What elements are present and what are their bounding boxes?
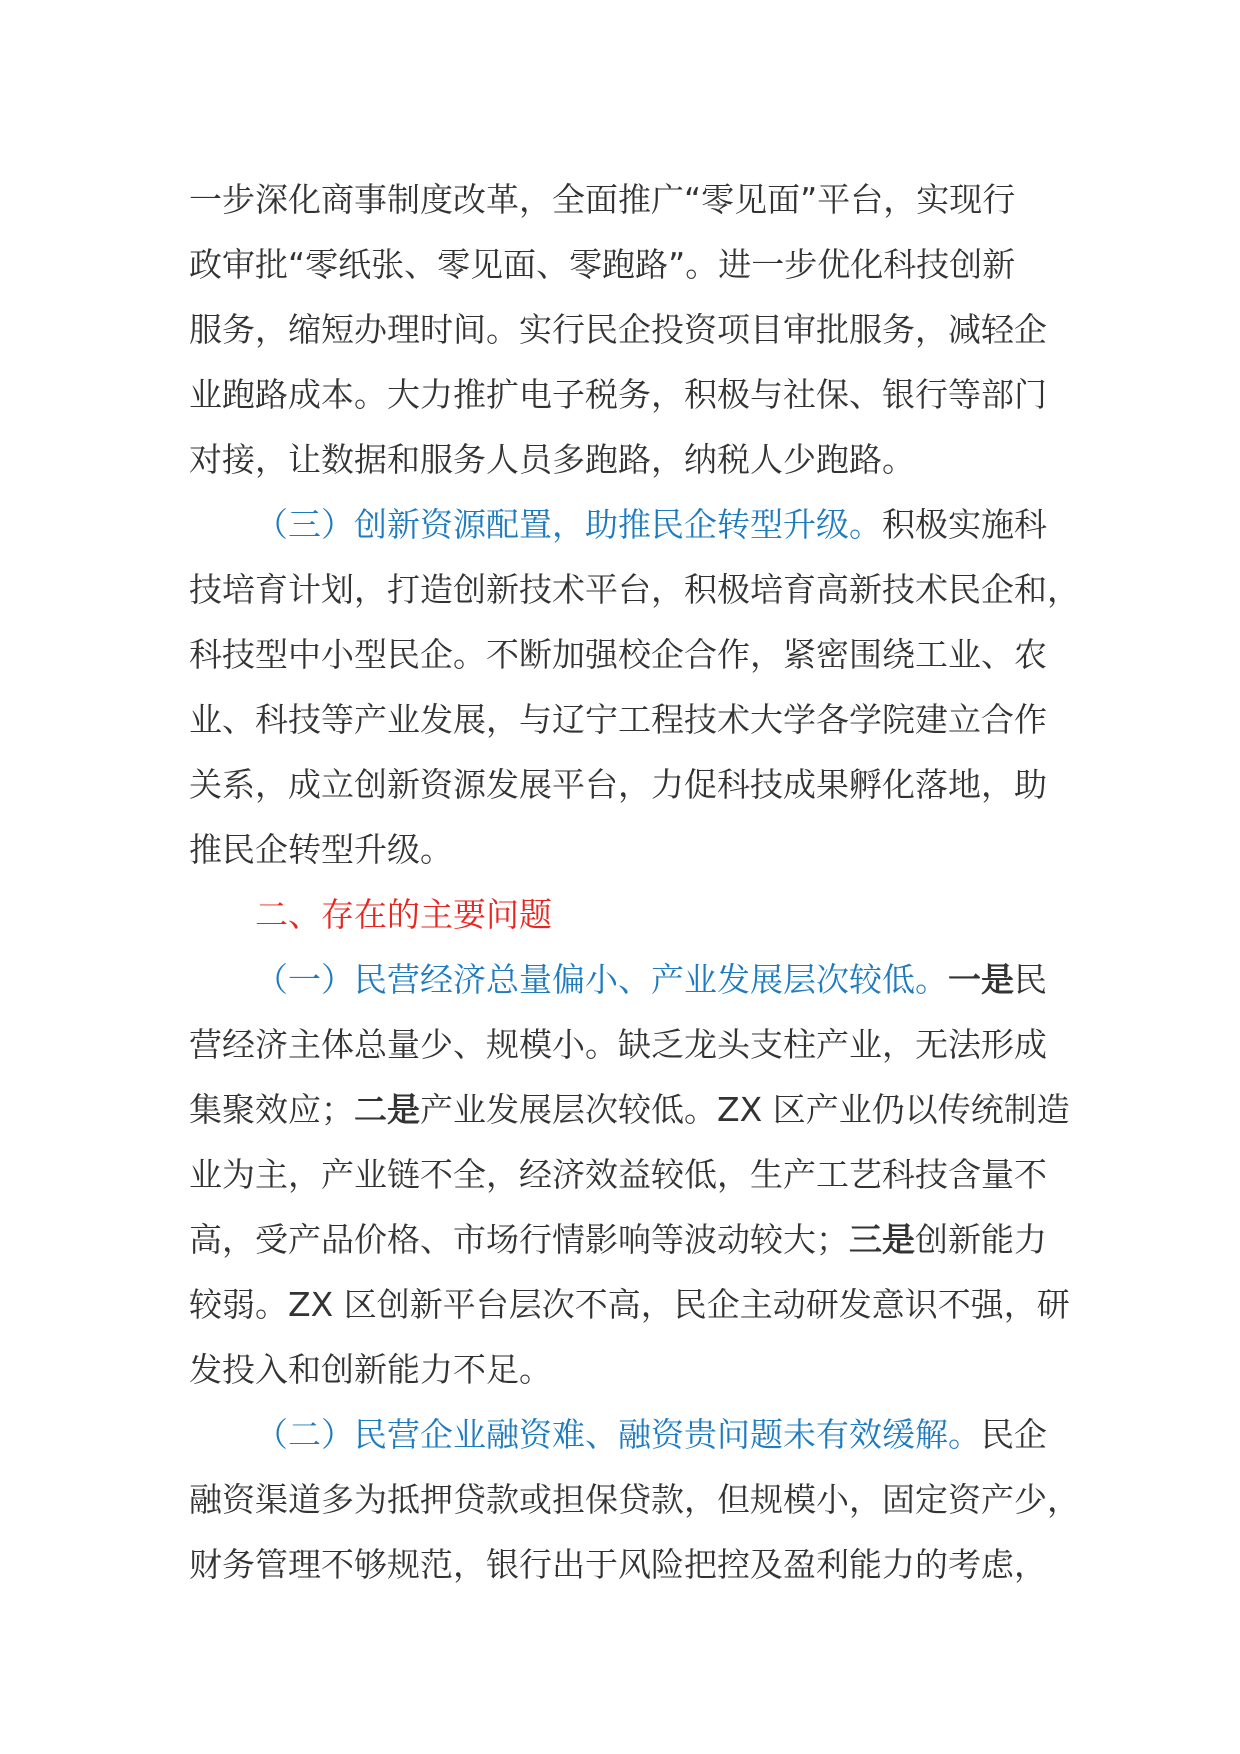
text-run: 创新能力 xyxy=(915,1220,1047,1259)
text-run: 产业发展层次较低。ZX 区产业仍以传统制造 xyxy=(420,1090,1070,1129)
text-run: 民企 xyxy=(981,1415,1047,1454)
text-line: 一步深化商事制度改革，全面推广“零见面”平台，实现行 xyxy=(189,180,1016,219)
text-line: 较弱。ZX 区创新平台层次不高，民企主动研发意识不强，研 xyxy=(189,1285,1070,1324)
document-body xyxy=(189,167,1080,1597)
text-line xyxy=(189,1207,1059,1272)
text-line xyxy=(189,947,1059,1012)
bold-marker: 二是 xyxy=(354,1090,420,1129)
text-line: 财务管理不够规范，银行出于风险把控及盈利能力的考虑， xyxy=(189,1545,1047,1584)
section-title-text: 二、存在的主要问题 xyxy=(255,895,552,934)
text-line: 营经济主体总量少、规模小。缺乏龙头支柱产业，无法形成 xyxy=(189,1025,1047,1064)
text-line: 融资渠道多为抵押贷款或担保贷款，但规模小，固定资产少， xyxy=(189,1480,1080,1519)
bold-marker: 一是 xyxy=(948,960,1014,999)
text-line: 关系，成立创新资源发展平台，力促科技成果孵化落地，助 xyxy=(189,765,1047,804)
text-run: 积极实施科 xyxy=(882,505,1047,544)
paragraph-reform xyxy=(189,167,1059,492)
bold-marker: 三是 xyxy=(849,1220,915,1259)
text-line: 业跑路成本。大力推扩电子税务，积极与社保、银行等部门 xyxy=(189,375,1047,414)
text-line: 政审批“零纸张、零见面、零跑路”。进一步优化科技创新 xyxy=(189,245,1016,284)
text-line: 业为主，产业链不全，经济效益较低，生产工艺科技含量不 xyxy=(189,1155,1047,1194)
text-run: 高，受产品价格、市场行情影响等波动较大； xyxy=(189,1220,849,1259)
text-line: 服务，缩短办理时间。实行民企投资项目审批服务，减轻企 xyxy=(189,310,1047,349)
paragraph-innovation xyxy=(189,492,1080,882)
subheading-2: （二）民营企业融资难、融资贵问题未有效缓解。 xyxy=(255,1415,981,1454)
text-line: 科技型中小型民企。不断加强校企合作，紧密围绕工业、农 xyxy=(189,635,1047,674)
text-line: 业、科技等产业发展，与辽宁工程技术大学各学院建立合作 xyxy=(189,700,1047,739)
text-line: 对接，让数据和服务人员多跑路，纳税人少跑路。 xyxy=(189,440,915,479)
subheading-3: （三）创新资源配置，助推民企转型升级。 xyxy=(255,505,882,544)
section-title xyxy=(189,882,1059,947)
paragraph-problem-2 xyxy=(189,1402,1080,1597)
text-line xyxy=(189,492,1059,557)
text-run: 民 xyxy=(1014,960,1047,999)
text-run: 集聚效应； xyxy=(189,1090,354,1129)
text-line: 推民企转型升级。 xyxy=(189,830,453,869)
text-line xyxy=(189,1402,1059,1467)
subheading-1: （一）民营经济总量偏小、产业发展层次较低。 xyxy=(255,960,948,999)
text-line: 技培育计划，打造创新技术平台，积极培育高新技术民企和， xyxy=(189,570,1080,609)
paragraph-problem-1 xyxy=(189,947,1070,1402)
text-line xyxy=(189,1077,1070,1142)
text-line: 发投入和创新能力不足。 xyxy=(189,1350,552,1389)
